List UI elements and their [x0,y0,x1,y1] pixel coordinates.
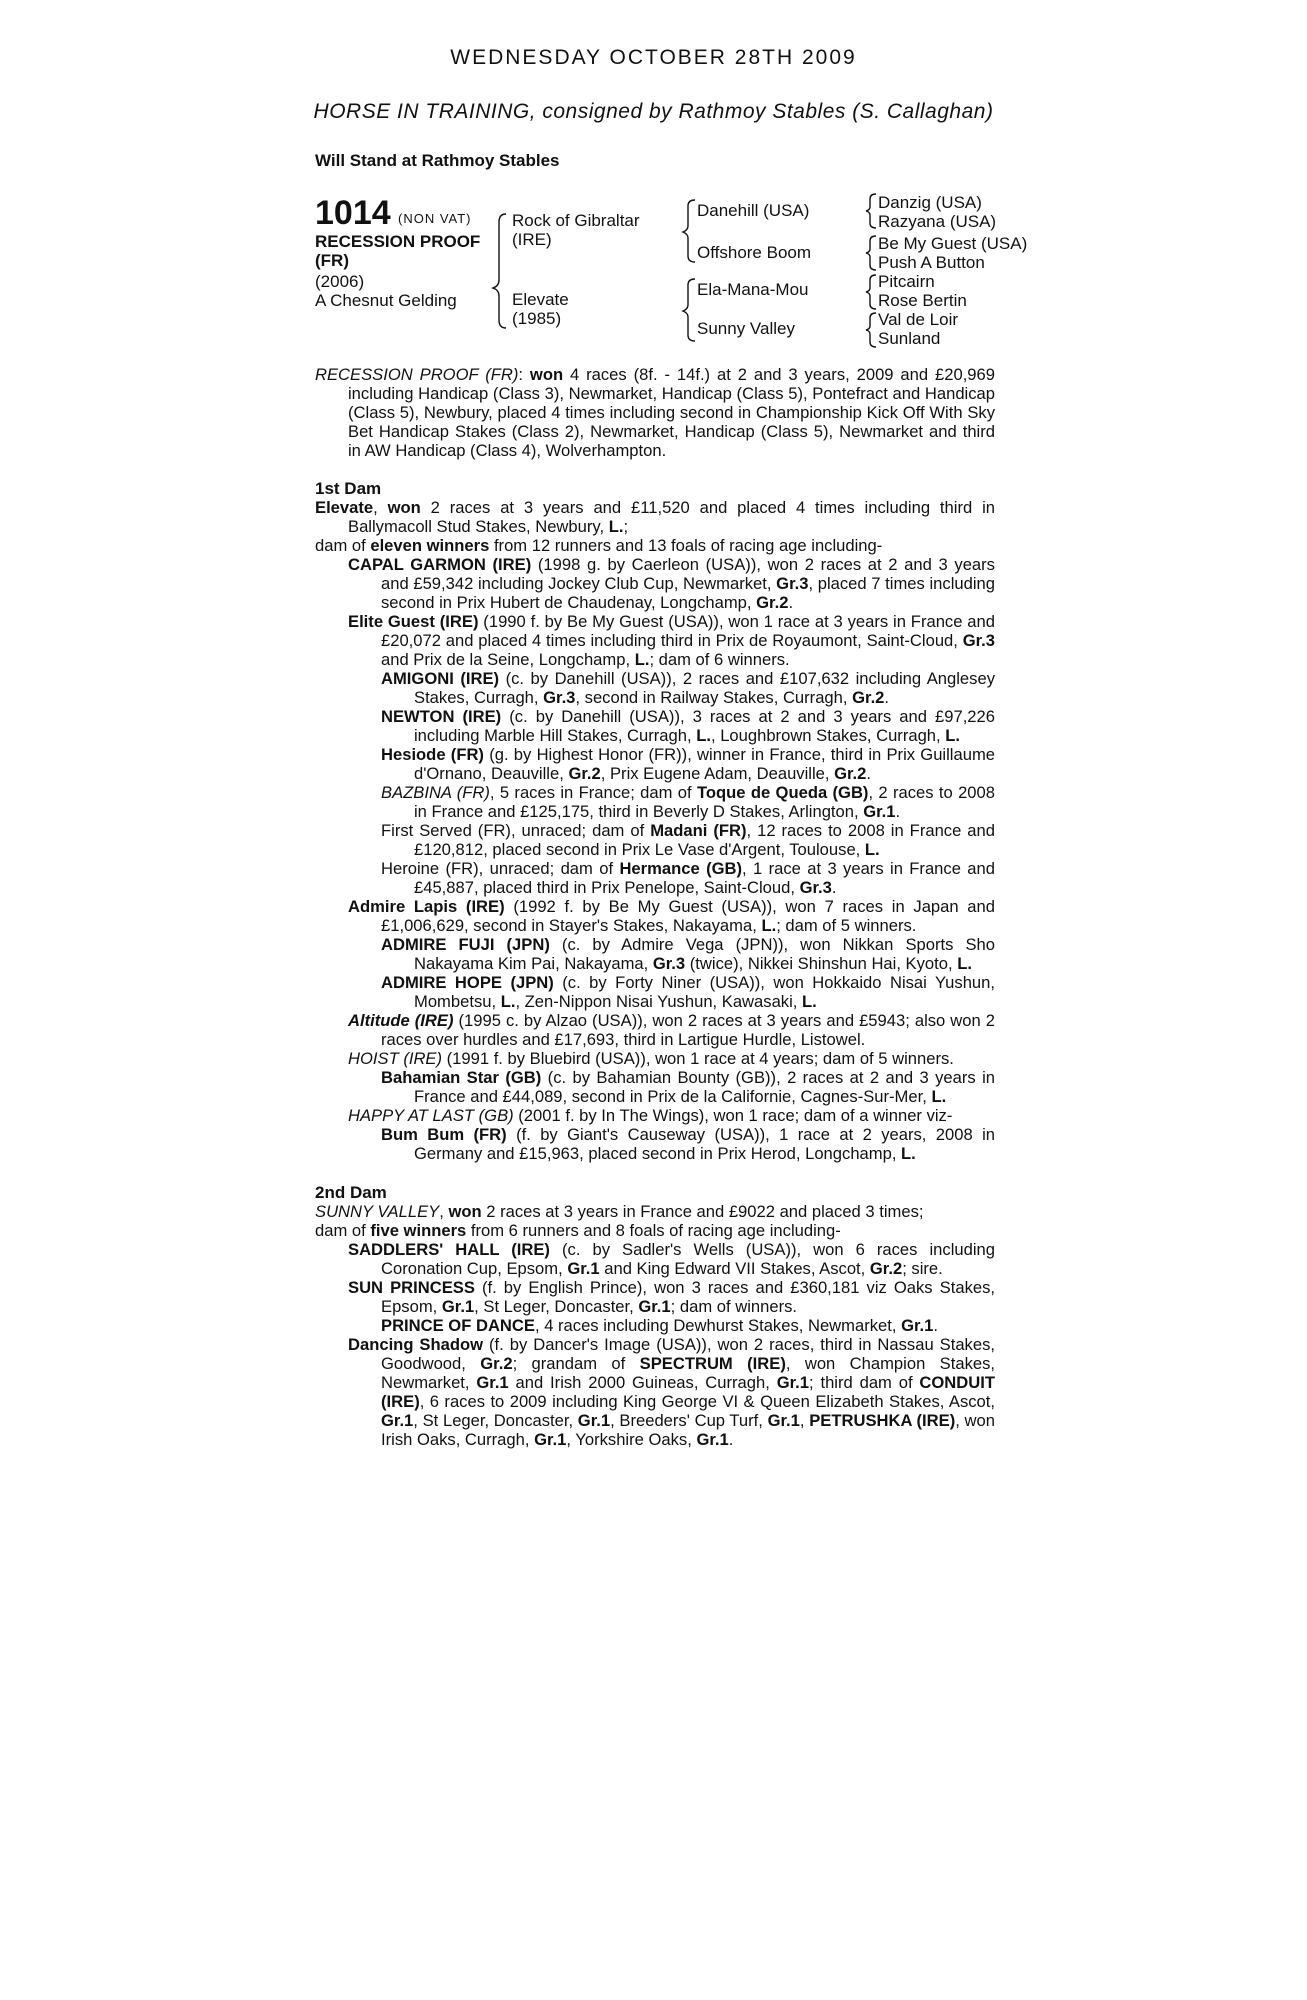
second-dam-foals: from 6 runners and 8 foals of racing age including- [466,1221,841,1240]
entry-text: , won Champion Stakes, Newmarket, [381,1354,996,1392]
entry-grade: L. [931,1087,947,1106]
entry-text: (1998 g. by Caerleon (USA)), won 2 races at 2 and 3 years and £59,342 including Jockey Club Cup, Newmarket, [381,555,995,593]
entry-text: ; sire. [902,1259,943,1278]
entry-grade: Gr.1 [476,1373,509,1392]
entry-text: (1990 f. by Be My Guest (USA)), won 1 race at 3 years in France and £20,072 and placed 4 times including third in Prix de Royaumont, Saint-Cloud, [381,612,995,650]
first-dam-winners: eleven winners [370,536,490,555]
entry-name: NEWTON (IRE) [381,707,502,726]
entry-grade: Gr.1 [696,1430,729,1449]
second-dam-winners: five winners [370,1221,467,1240]
produce-entry [315,821,995,859]
entry-text: , 6 races to 2009 including King George VI & Queen Elizabeth Stakes, Ascot, [419,1392,995,1411]
entry-grade: L. [696,726,711,745]
entry-name: AMIGONI (IRE) [381,669,500,688]
entry-grade: Gr.1 [381,1411,414,1430]
sire-dam: Offshore Boom [697,243,812,262]
entry-text: , Breeders' Cup Turf, [610,1411,768,1430]
horse-description: A Chesnut Gelding [315,291,457,310]
entry-name: SADDLERS' HALL (IRE) [348,1240,550,1259]
gen3-4: Push A Button [878,253,985,272]
entry-grade: Gr.3 [962,631,995,650]
entry-grade: Gr.1 [767,1411,800,1430]
entry-name: Altitude (IRE) [348,1011,454,1030]
first-dam-dam-of: dam of [315,536,371,555]
produce-entry [315,1106,995,1125]
entry-text: (c. by Danehill (USA)), 2 races and £107,632 including Anglesey Stakes, Curragh, [414,669,995,707]
entry-grade: Toque de Queda (GB) [696,783,869,802]
sire-sire: Danehill (USA) [697,201,810,220]
entry-grade: Gr.3 [799,878,832,897]
consignment-line: HORSE IN TRAINING, consigned by Rathmoy Stables (S. Callaghan) [313,100,994,123]
entry-name: Admire Lapis (IRE) [348,897,505,916]
produce-entry [315,612,995,669]
entry-grade: L. [802,992,817,1011]
produce-entry [315,1049,995,1068]
entry-text: (f. by Giant's Causeway (USA)), 1 race at 2 years, 2008 in Germany and £15,963, placed second in Prix Herod, Longchamp, [414,1125,995,1163]
entry-grade: Madani (FR) [650,821,747,840]
first-dam-won: won [387,498,421,517]
entry-text: . [866,764,872,783]
entry-text: , [799,1411,810,1430]
entry-name: HAPPY AT LAST (GB) [348,1106,514,1125]
entry-grade: Gr.2 [852,688,885,707]
dam-sire: Ela-Mana-Mou [697,280,809,299]
sire-name: Rock of Gibraltar [512,211,640,230]
entry-text: . [933,1316,939,1335]
entry-text: ; dam of winners. [670,1297,798,1316]
entry-grade: L. [761,916,777,935]
entry-name: First Served (FR), unraced; dam of [381,821,651,840]
entry-name: SUN PRINCESS [348,1278,475,1297]
entry-text: (1995 c. by Alzao (USA)), won 2 races at 3 years and £5943; also won 2 races over hurdles and £17,693, third in Lartigue Hurdle, Listowel. [381,1011,995,1049]
produce-entry [315,1240,995,1278]
second-dam-won: won [448,1202,482,1221]
entry-text: , Zen-Nippon Nisai Yushun, Kawasaki, [515,992,803,1011]
entry-text: , St Leger, Doncaster, [413,1411,578,1430]
entry-text: ; dam of 6 winners. [649,650,790,669]
dam-name: Elevate [512,290,569,309]
entry-grade: Gr.1 [901,1316,934,1335]
horse-name: RECESSION PROOF (FR) [315,232,481,270]
summary-horse-name: RECESSION PROOF (FR) [315,365,519,384]
entry-grade: L. [864,840,880,859]
produce-entry [315,1278,995,1316]
second-dam-dam-of: dam of [315,1221,371,1240]
entry-text: and Irish 2000 Guineas, Curragh, [508,1373,777,1392]
produce-entry [315,707,995,745]
entry-text: , 5 races in France; dam of [489,783,697,802]
gen3-1: Danzig (USA) [878,193,982,212]
second-dam-section: 2nd Dam SUNNY VALLEY, won 2 races at 3 years in France and £9022 and placed 3 times; dam of five winners from 6 runners and 8 foals of racing age including- SADDLERS' HALL (IRE) (c. by Sadler's Wells (USA)), won 6 races including Coronation Cup, Epsom, Gr.1 and King Edward VII Stakes, Ascot, Gr.2; sire. SUN PRINCESS (f. by English Prince), won 3 races and £360,181 viz Oaks Stakes, Epsom, Gr.1, St Leger, Doncaster, Gr.1; dam of winners. PRINCE OF DANCE, 4 races including Dewhurst Stakes, Newmarket, Gr.1. Dancing Shadow (f. by Dancer's Image (USA)), won 2 races, third in Nassau Stakes, Goodwood, Gr.2; grandam of SPECTRUM (IRE), won Champion Stakes, Newmarket, Gr.1 and Irish 2000 Guineas, Curragh, Gr.1; third dam of CONDUIT (IRE), 6 races to 2009 including King George VI & Queen Elizabeth Stakes, Ascot, Gr.1, St Leger, Doncaster, Gr.1, Breeders' Cup Turf, Gr.1, PETRUSHKA (IRE), won Irish Oaks, Curragh, Gr.1, Yorkshire Oaks, Gr.1. [315,1183,996,1449]
entry-text: (c. by Bahamian Bounty (GB)), 2 races at 2 and 3 years in France and £44,089, second in Prix de la Californie, Cagnes-Sur-Mer, [414,1068,996,1106]
entry-grade: Gr.1 [441,1297,475,1316]
gen3-8: Sunland [878,329,941,348]
entry-name: BAZBINA (FR) [381,783,490,802]
produce-entry [315,1068,995,1106]
entry-text: (1991 f. by Bluebird (USA)), won 1 race at 4 years; dam of 5 winners. [442,1049,954,1068]
entry-name: Hesiode (FR) [381,745,484,764]
entry-grade: SPECTRUM (IRE) [639,1354,786,1373]
entry-name: PRINCE OF DANCE [381,1316,535,1335]
gen3-3: Be My Guest (USA) [878,234,1028,253]
produce-entry [315,1316,995,1335]
produce-entry [315,1125,995,1163]
pedigree-braces [0,0,1307,360]
entry-name: Heroine (FR), unraced; dam of [381,859,620,878]
entry-grade: Gr.2 [756,593,789,612]
entry-grade: L. [500,992,516,1011]
entry-text: (twice), Nikkei Shinshun Hai, Kyoto, [685,954,958,973]
entry-name: HOIST (IRE) [348,1049,443,1068]
entry-text: and King Edward VII Stakes, Ascot, [599,1259,870,1278]
first-dam-intro: 2 races at 3 years and £11,520 and placed 4 times including third in Ballymacoll Stud Stakes, Newbury, [348,498,995,536]
gen3-2: Razyana (USA) [878,212,997,231]
entry-name: Dancing Shadow [348,1335,484,1354]
race-summary: RECESSION PROOF (FR): won 4 races (8f. - 14f.) at 2 and 3 years, 2009 and £20,969 including Handicap (Class 3), Newmarket, Handicap (Class 5), Pontefract and Handicap (Class 5), Newbury, placed 4 times including second in Championship Kick Off With Sky Bet Handicap Stakes (Class 2), Newmarket, Handicap (Class 5), Newmarket and third in AW Handicap (Class 4), Wolverhampton. [315,365,995,460]
entry-grade: L. [901,1144,916,1163]
entry-text: . [728,1430,734,1449]
entry-text: ; grandam of [512,1354,640,1373]
entry-text: ; third dam of [809,1373,920,1392]
entry-text: , Prix Eugene Adam, Deauville, [600,764,835,783]
entry-text: (c. by Sadler's Wells (USA)), won 6 races including Coronation Cup, Epsom, [381,1240,995,1278]
gen3-6: Rose Bertin [878,291,967,310]
entry-text: . [788,593,794,612]
entry-text: (c. by Forty Niner (USA)), won Hokkaido Nisai Yushun, Mombetsu, [414,973,996,1011]
entry-grade: Gr.2 [869,1259,903,1278]
produce-entry [315,745,995,783]
first-dam-heading: 1st Dam [315,479,382,498]
produce-entry [315,783,995,821]
entry-name: Elite Guest (IRE) [348,612,479,631]
gen3-5: Pitcairn [878,272,935,291]
entry-text: (f. by Dancer's Image (USA)), won 2 races, third in Nassau Stakes, Goodwood, [381,1335,995,1373]
entry-text: , 4 races including Dewhurst Stakes, Newmarket, [534,1316,902,1335]
entry-grade: Gr.1 [567,1259,600,1278]
sale-date: WEDNESDAY OCTOBER 28TH 2009 [450,46,857,69]
produce-entry [315,555,995,612]
entry-text: (c. by Danehill (USA)), 3 races at 2 and 3 years and £97,226 including Marble Hill Stakes, Curragh, [414,707,995,745]
entry-name: CAPAL GARMON (IRE) [348,555,532,574]
entry-grade: L. [945,726,961,745]
produce-entry [315,973,995,1011]
entry-name: ADMIRE HOPE (JPN) [381,973,554,992]
entry-text: ; dam of 5 winners. [776,916,917,935]
entry-text: . [895,802,901,821]
entry-text: and Prix de la Seine, Longchamp, [381,650,635,669]
entry-grade: Gr.2 [834,764,867,783]
produce-entry [315,1335,995,1449]
entry-grade: Gr.1 [863,802,896,821]
produce-entry [315,897,995,935]
lot-number: 1014 [315,194,391,232]
entry-text: , Loughbrown Stakes, Curragh, [710,726,946,745]
entry-grade: Gr.3 [652,954,686,973]
entry-grade: PETRUSHKA (IRE) [809,1411,956,1430]
dam-dam: Sunny Valley [697,319,795,338]
entry-text: , placed 7 times including second in Prix Hubert de Chaudenay, Longchamp, [381,574,995,612]
summary-won: won [529,365,564,384]
entry-text: (1992 f. by Be My Guest (USA)), won 7 races in Japan and £1,006,629, second in Stayer's Stakes, Nakayama, [381,897,995,935]
entry-text: , Yorkshire Oaks, [566,1430,697,1449]
entry-text: . [884,688,890,707]
entry-text: , won Irish Oaks, Curragh, [381,1411,995,1449]
sire-country: (IRE) [512,230,552,249]
entry-name: Bum Bum (FR) [381,1125,507,1144]
entry-text: . [831,878,837,897]
entry-text: (c. by Admire Vega (JPN)), won Nikkan Sports Sho Nakayama Kim Pai, Nakayama, [414,935,995,973]
gen3-7: Val de Loir [878,310,959,329]
first-dam-listed: L. [608,517,624,536]
entry-text: (g. by Highest Honor (FR)), winner in France, third in Prix Guillaume d'Ornano, Deauville, [414,745,995,783]
first-dam-foals: from 12 runners and 13 foals of racing age including- [489,536,883,555]
entry-text: (f. by English Prince), won 3 races and £360,181 viz Oaks Stakes, Epsom, [381,1278,995,1316]
entry-grade: Gr.1 [534,1430,567,1449]
produce-entry [315,859,995,897]
entry-text: , second in Railway Stakes, Curragh, [575,688,853,707]
entry-grade: Gr.1 [776,1373,809,1392]
entry-grade: L. [957,954,972,973]
entry-name: Bahamian Star (GB) [381,1068,542,1087]
first-dam-section: 1st Dam Elevate, won 2 races at 3 years and £11,520 and placed 4 times including third in Ballymacoll Stud Stakes, Newbury, L.; dam of eleven winners from 12 runners and 13 foals of racing age including- CAPAL GARMON (IRE) (1998 g. by Caerleon (USA)), won 2 races at 2 and 3 years and £59,342 including Jockey Club Cup, Newmarket, Gr.3, placed 7 times including second in Prix Hubert de Chaudenay, Longchamp, Gr.2. Elite Guest (IRE) (1990 f. by Be My Guest (USA)), won 1 race at 3 years in France and £20,072 and placed 4 times including third in Prix de Royaumont, Saint-Cloud, Gr.3 and Prix de la Seine, Longchamp, L.; dam of 6 winners. AMIGONI (IRE) (c. by Danehill (USA)), 2 races and £107,632 including Anglesey Stakes, Curragh, Gr.3, second in Railway Stakes, Curragh, Gr.2. NEWTON (IRE) (c. by Danehill (USA)), 3 races at 2 and 3 years and £97,226 including Marble Hill Stakes, Curragh, L., Loughbrown Stakes, Curragh, L. Hesiode (FR) (g. by Highest Honor (FR)), winner in France, third in Prix Guillaume d'Ornano, Deauville, Gr.2, Prix Eugene Adam, Deauville, Gr.2. BAZBINA (FR), 5 races in France; dam of Toque de Queda (GB), 2 races to 2008 in France and £125,175, third in Beverly D Stakes, Arlington, Gr.1. First Served (FR), unraced; dam of Madani (FR), 12 races to 2008 in France and £120,812, placed second in Prix Le Vase d'Argent, Toulouse, L. Heroine (FR), unraced; dam of Hermance (GB), 1 race at 3 years in France and £45,887, placed third in Prix Penelope, Saint-Cloud, Gr.3. Admire Lapis (IRE) (1992 f. by Be My Guest (USA)), won 7 races in Japan and £1,006,629, second in Stayer's Stakes, Nakayama, L.; dam of 5 winners. ADMIRE FUJI (JPN) (c. by Admire Vega (JPN)), won Nikkan Sports Sho Nakayama Kim Pai, Nakayama, Gr.3 (twice), Nikkei Shinshun Hai, Kyoto, L. ADMIRE HOPE (JPN) (c. by Forty Niner (USA)), won Hokkaido Nisai Yushun, Mombetsu, L., Zen-Nippon Nisai Yushun, Kawasaki, L. Altitude (IRE) (1995 c. by Alzao (USA)), won 2 races at 3 years and £5943; also won 2 races over hurdles and £17,693, third in Lartigue Hurdle, Listowel. HOIST (IRE) (1991 f. by Bluebird (USA)), won 1 race at 4 years; dam of 5 winners. Bahamian Star (GB) (c. by Bahamian Bounty (GB)), 2 races at 2 and 3 years in France and £44,089, second in Prix de la Californie, Cagnes-Sur-Mer, L. HAPPY AT LAST (GB) (2001 f. by In The Wings), won 1 race; dam of a winner viz- Bum Bum (FR) (f. by Giant's Causeway (USA)), 1 race at 2 years, 2008 in Germany and £15,963, placed second in Prix Herod, Longchamp, L. [315,479,996,1163]
entry-text: (2001 f. by In The Wings), won 1 race; dam of a winner viz- [513,1106,953,1125]
dam-year: (1985) [512,309,562,328]
stand-location: Will Stand at Rathmoy Stables [315,151,560,170]
summary-text: 4 races (8f. - 14f.) at 2 and 3 years, 2009 and £20,969 including Handicap (Class 3), Newmarket, Handicap (Class 5), Pontefract and Handicap (Class 5), Newbury, placed 4 times including second in Championship Kick Off With Sky Bet Handicap Stakes (Class 2), Newmarket, Handicap (Class 5), Newmarket and third in AW Handicap (Class 4), Wolverhampton. [348,365,995,460]
entry-grade: Gr.1 [638,1297,671,1316]
entry-grade: Gr.1 [577,1411,611,1430]
entry-grade: Gr.2 [568,764,601,783]
produce-entry [315,935,995,973]
second-dam-intro: 2 races at 3 years in France and £9022 and placed 3 times; [481,1202,924,1221]
entry-text: , 12 races to 2008 in France and £120,812, placed second in Prix Le Vase d'Argent, Toulouse, [414,821,995,859]
produce-entry [315,669,995,707]
second-dam-name: SUNNY VALLEY [315,1202,440,1221]
entry-text: , 2 races to 2008 in France and £125,175, third in Beverly D Stakes, Arlington, [414,783,995,821]
entry-grade: Hermance (GB) [619,859,743,878]
entry-grade: Gr.3 [543,688,576,707]
vat-status: (NON VAT) [398,211,472,226]
entry-grade: L. [634,650,650,669]
entry-name: ADMIRE FUJI (JPN) [381,935,550,954]
horse-year: (2006) [315,272,365,291]
entry-name: CONDUIT (IRE) [381,1373,995,1411]
second-dam-heading: 2nd Dam [315,1183,387,1202]
first-dam-name: Elevate [315,498,374,517]
entry-text: , St Leger, Doncaster, [474,1297,639,1316]
produce-entry [315,1011,995,1049]
entry-text: , 1 race at 3 years in France and £45,887, placed third in Prix Penelope, Saint-Cloud, [414,859,995,897]
entry-grade: Gr.3 [776,574,809,593]
entry-grade: Gr.2 [480,1354,513,1373]
